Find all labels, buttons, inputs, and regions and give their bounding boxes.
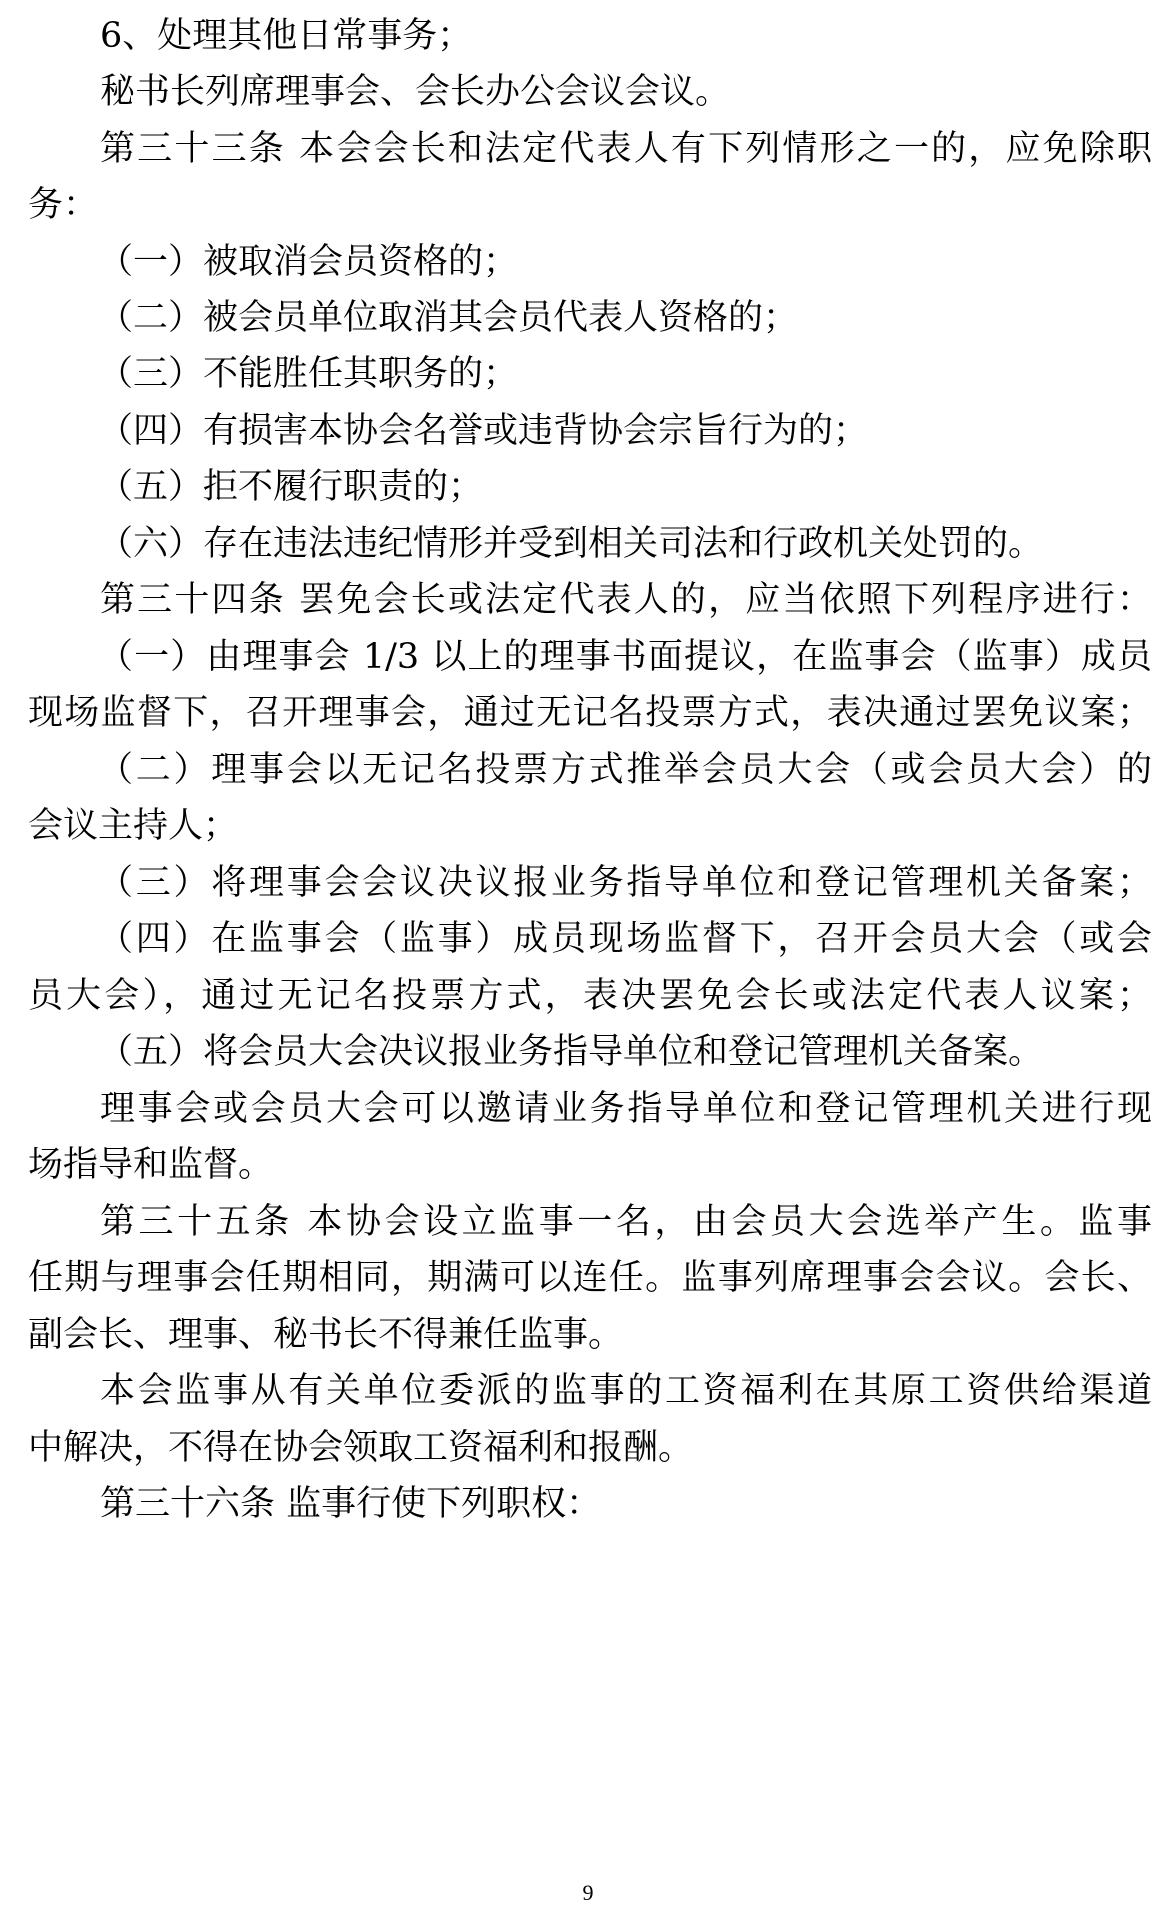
article-34-item-5: （五）将会员大会决议报业务指导单位和登记管理机关备案。 (98, 1032, 1044, 1072)
paragraph-supervision: 理事会或会员大会可以邀请业务指导单位和登记管理机关进行现 (100, 1089, 1152, 1129)
article-34-item-2-continuation: 会议主持人； (28, 806, 239, 846)
article-36-heading: 第三十六条 监事行使下列职权： (100, 1484, 602, 1524)
article-35-line-3: 副会长、理事、秘书长不得兼任监事。 (28, 1315, 624, 1355)
article-34-item-4: （四）在监事会（监事）成员现场监督下，召开会员大会（或会 (98, 919, 1152, 959)
article-33-item-1: （一）被取消会员资格的； (98, 242, 519, 282)
article-34-item-2: （二）理事会以无记名投票方式推举会员大会（或会员大会）的 (98, 750, 1152, 790)
paragraph-supervisor-salary-continuation: 中解决，不得在协会领取工资福利和报酬。 (28, 1428, 694, 1468)
article-35-line-2: 任期与理事会任期相同，期满可以连任。监事列席理事会会议。会长、 (28, 1258, 1152, 1298)
article-34-item-1-continuation: 现场监督下，召开理事会，通过无记名投票方式，表决通过罢免议案； (28, 693, 1152, 733)
article-33-item-5: （五）拒不履行职责的； (98, 467, 484, 507)
paragraph-supervision-continuation: 场指导和监督。 (28, 1145, 274, 1185)
page-number: 9 (582, 1880, 594, 1905)
article-34-item-3: （三）将理事会会议决议报业务指导单位和登记管理机关备案； (98, 863, 1152, 903)
article-33-item-6: （六）存在违法违纪情形并受到相关司法和行政机关处罚的。 (98, 524, 1044, 564)
article-34-item-4-continuation: 员大会），通过无记名投票方式，表决罢免会长或法定代表人议案； (28, 976, 1152, 1016)
list-item-6: 6、处理其他日常事务； (100, 16, 473, 56)
article-33-item-4: （四）有损害本协会名誉或违背协会宗旨行为的； (98, 411, 869, 451)
article-33-item-3: （三）不能胜任其职务的； (98, 354, 519, 394)
article-35-heading: 第三十五条 本协会设立监事一名，由会员大会选举产生。监事 (100, 1202, 1152, 1242)
paragraph-secretary-general: 秘书长列席理事会、会长办公会议会议。 (100, 72, 731, 112)
article-33-item-2: （二）被会员单位取消其会员代表人资格的； (98, 298, 799, 338)
paragraph-supervisor-salary: 本会监事从有关单位委派的监事的工资福利在其原工资供给渠道 (100, 1371, 1152, 1411)
article-34-heading: 第三十四条 罢免会长或法定代表人的，应当依照下列程序进行： (100, 580, 1152, 620)
article-34-item-1: （一）由理事会 1/3 以上的理事书面提议，在监事会（监事）成员 (98, 637, 1152, 677)
article-33-heading: 第三十三条 本会会长和法定代表人有下列情形之一的，应免除职 (100, 129, 1152, 169)
article-33-continuation: 务： (28, 185, 99, 225)
